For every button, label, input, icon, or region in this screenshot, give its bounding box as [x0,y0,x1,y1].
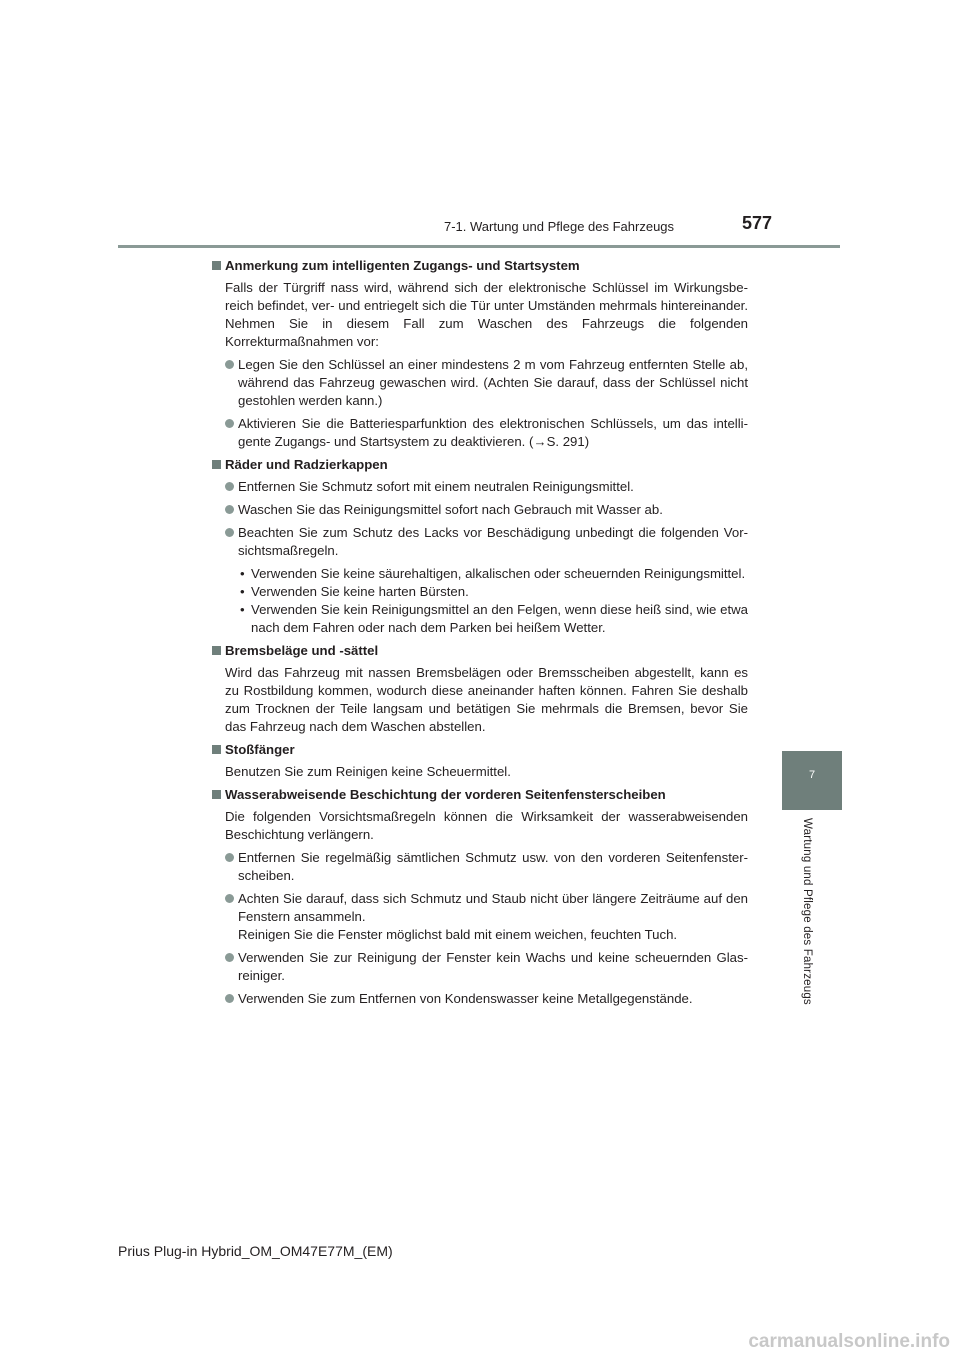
list-item: Legen Sie den Schlüssel an einer mindestens 2 m vom Fahrzeug entfernten Stelle ab, während das Fahrzeug gewaschen wird. (Achten Sie darauf, dass der Schlüssel nicht gestohlen werden kann.) [212,356,748,410]
circle-bullet-icon [225,360,234,369]
sub-list-item: • Verwenden Sie keine harten Bürsten. [240,584,469,599]
paragraph: Falls der Türgriff nass wird, während sich der elektronische Schlüssel im Wirkungsbereich befindet, ver- und entriegelt sich die Tür unter Umständen mehrmals hintereinander. Nehmen Sie in diesem Fall zum Waschen des Fahrzeugs die folgenden Korrekturmaßnahmen vor: [225,280,748,349]
circle-bullet-icon [225,482,234,491]
square-bullet-icon [212,745,221,754]
list-item [212,415,748,451]
list-item: Entfernen Sie Schmutz sofort mit einem neutralen Reinigungsmittel. [212,478,748,496]
section-heading: Bremsbeläge und -sättel [212,642,748,660]
sub-list-item: • Verwenden Sie kein Reinigungsmittel an den Felgen, wenn diese heiß sind, wie etwa nach dem Fahren oder nach dem Parken bei heißem Wetter. [240,602,748,635]
chapter-tab[interactable] [782,751,842,810]
list-item: Waschen Sie das Reinigungsmittel sofort nach Gebrauch mit Wasser ab. [212,501,748,519]
list-item: Entfernen Sie regelmäßig sämtlichen Schmutz usw. von den vorderen Seitenfensterscheiben. [212,849,748,885]
page-content [212,257,748,1013]
circle-bullet-icon [225,853,234,862]
paragraph: Benutzen Sie zum Reinigen keine Scheuermittel. [225,764,511,779]
square-bullet-icon [212,261,221,270]
circle-bullet-icon [225,953,234,962]
square-bullet-icon [212,790,221,799]
section-heading: Räder und Radzierkappen [212,456,748,474]
square-bullet-icon [212,646,221,655]
list-item: Achten Sie darauf, dass sich Schmutz und Staub nicht über längere Zeiträume auf den Fenstern ansammeln. Reinigen Sie die Fenster möglichst bald mit einem weichen, feuchten Tuch. [212,890,748,944]
list-item: Verwenden Sie zum Entfernen von Kondenswasser keine Metallgegenstände. [212,990,748,1008]
circle-bullet-icon [225,894,234,903]
circle-bullet-icon [225,419,234,428]
section-heading: Anmerkung zum intelligenten Zugangs- und Startsystem [212,257,748,275]
circle-bullet-icon [225,994,234,1003]
list-item: Verwenden Sie zur Reinigung der Fenster kein Wachs und keine scheuernden Glasreiniger. [212,949,748,985]
sub-list-item: • Verwenden Sie keine säurehaltigen, alkalischen oder scheuernden Reinigungsmittel. [240,566,746,581]
section-title: 7-1. Wartung und Pflege des Fahrzeugs [444,219,675,234]
paragraph: Die folgenden Vorsichtsmaßregeln können die Wirksamkeit der wasserabweisenden Beschichtung verlängern. [225,809,748,842]
square-bullet-icon [212,460,221,469]
circle-bullet-icon [225,528,234,537]
watermark: carmanualsonline.info [748,1331,950,1352]
section-heading: Stoßfänger [212,741,748,759]
list-item: Beachten Sie zum Schutz des Lacks vor Beschädigung unbedingt die folgenden Vorsichtsmaßregeln. [212,524,748,560]
footer-document-id: Prius Plug-in Hybrid_OM_OM47E77M_(EM) [118,1243,393,1259]
chapter-number: 7 [808,769,816,781]
chapter-label: Wartung und Pflege des Fahrzeugs [801,818,813,1005]
section-heading: Wasserabweisende Beschichtung der vorderen Seitenfensterscheiben [212,786,748,804]
circle-bullet-icon [225,505,234,514]
paragraph: Wird das Fahrzeug mit nassen Bremsbelägen oder Bremsscheiben abgestellt, kann es zu Rostbildung kommen, wodurch diese aneinander haften können. Fahren Sie deshalb zum Trocknen der Teile langsam und betätigen Sie mehrmals die Bremsen, bevor Sie das Fahrzeug nach dem Waschen abstellen. [225,665,748,734]
header-divider [118,245,840,248]
page-reference-link[interactable]: Aktivieren Sie die Batteriesparfunktion des elektronischen Schlüssels, um das intelligente Zugangs- und Startsystem zu deaktivieren. (→S. 291) [238,416,748,449]
page-number: 577 [742,213,773,233]
